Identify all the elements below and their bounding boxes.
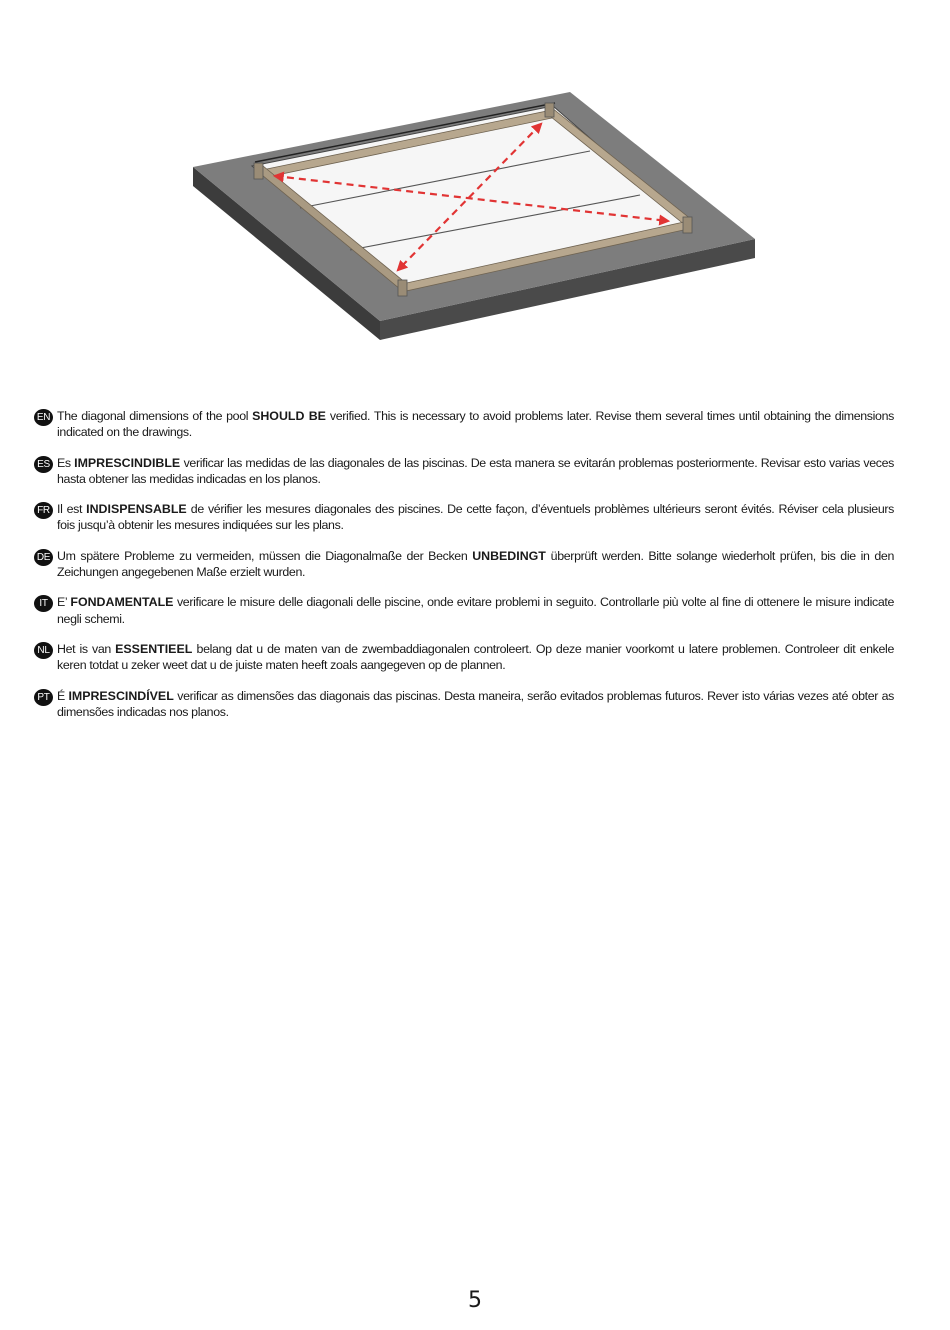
corner-post-bottom-left	[398, 280, 407, 296]
multilingual-instructions	[34, 408, 894, 734]
instruction-text	[57, 688, 894, 721]
language-badge: FR	[34, 502, 53, 519]
corner-post-bottom-right	[683, 217, 692, 233]
instruction-text	[57, 455, 894, 488]
language-badge: PT	[34, 689, 53, 706]
instruction-text-lead: Es	[57, 455, 75, 470]
instruction-text-lead: Het is van	[57, 641, 116, 656]
instruction-emphasis: SHOULD BE	[252, 409, 326, 423]
instruction-it	[34, 594, 894, 627]
instruction-es	[34, 455, 894, 488]
instruction-emphasis: ESSENTIEEL	[115, 641, 193, 656]
instruction-text	[57, 641, 894, 674]
instruction-text	[57, 501, 894, 534]
language-badge: DE	[34, 549, 53, 566]
instruction-emphasis: IMPRESCINDIBLE	[74, 455, 181, 470]
instruction-pt	[34, 688, 894, 721]
instruction-nl	[34, 641, 894, 674]
instruction-emphasis: UNBEDINGT	[472, 548, 546, 563]
instruction-emphasis: IMPRESCINDÍVEL	[68, 688, 174, 703]
instruction-text-rest: verificar las medidas de las diagonales de las piscinas. De esta manera se evitarán problemas posteriormente. Revisar esto varias veces hasta obtener las medidas indicadas en los planos.	[57, 455, 894, 486]
corner-post-top-right	[545, 103, 554, 117]
page-number: 5	[468, 1288, 482, 1313]
pool-frame-diagonal-check-illustration	[0, 0, 950, 370]
instruction-en	[34, 408, 894, 441]
instruction-text-rest: überprüft werden. Bitte solange wiederholt prüfen, bis die in den Zeichungen angegebenen Maße erzielt wurden.	[57, 548, 894, 580]
language-badge: ES	[34, 456, 53, 473]
instruction-text	[57, 548, 894, 581]
language-badge: IT	[34, 595, 53, 612]
instruction-text	[57, 408, 894, 441]
instruction-text-lead: E’	[57, 595, 71, 610]
instruction-emphasis: FONDAMENTALE	[70, 595, 174, 610]
instruction-text-lead: Il est	[57, 502, 87, 517]
instruction-emphasis: INDISPENSABLE	[86, 502, 187, 517]
language-badge: EN	[34, 409, 53, 426]
instruction-text-lead: Um spätere Probleme zu vermeiden, müssen die Diagonalmaße der Becken	[57, 548, 473, 563]
language-badge: NL	[34, 642, 53, 659]
corner-post-top-left	[254, 163, 263, 179]
instruction-text-lead: The diagonal dimensions of the pool	[57, 409, 253, 423]
instruction-text-rest: verificare le misure delle diagonali delle piscine, onde evitare problemi in seguito. Controllarle più volte al fine di ottenere le misure indicate negli schemi.	[57, 595, 894, 626]
instruction-text-rest: verified. This is necessary to avoid problems later. Revise them several times until obtaining the dimensions indicated on the drawings.	[57, 409, 894, 440]
instruction-text	[57, 594, 894, 627]
instruction-text-rest: verificar as dimensões das diagonais das piscinas. Desta maneira, serão evitados problemas futuros. Rever isto várias vezes até obter as dimensões indicadas nos planos.	[57, 688, 894, 719]
instruction-de	[34, 548, 894, 581]
instruction-text-lead: É	[57, 688, 69, 703]
instruction-text-rest: belang dat u de maten van de zwembaddiagonalen controleert. Op deze manier voorkomt u latere problemen. Controleer dit enkele keren totdat u zeker weet dat u de juiste maten heeft zoals aangegeven op de plannen.	[57, 641, 895, 673]
instruction-fr	[34, 501, 894, 534]
instruction-text-rest: de vérifier les mesures diagonales des piscines. De cette façon, d’éventuels problèmes ultérieurs seront évités. Réviser cela plusieurs fois jusqu’à obtenir les mesures indiquées sur les plans.	[57, 502, 894, 533]
